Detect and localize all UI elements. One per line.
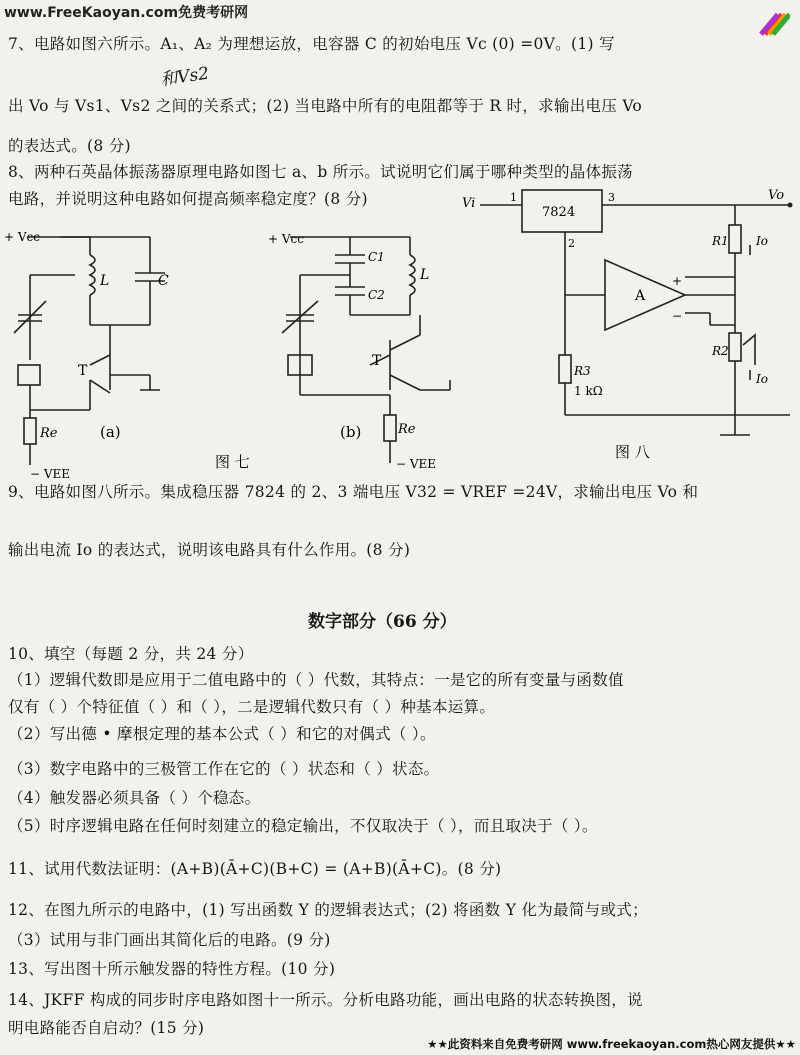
q12-line-1: 12、在图九所示的电路中，(1) 写出函数 Y 的逻辑表达式；(2) 将函数 Y 化为最简与或式；: [8, 901, 648, 919]
q14-line-2: 明电路能否自启动？(15 分): [8, 1019, 205, 1037]
fig8-chip-label: 7824: [542, 205, 576, 220]
q9-line-2: 输出电流 Io 的表达式，说明该电路具有什么作用。(8 分): [8, 541, 411, 559]
q9-line-1: 9、电路如图八所示。集成稳压器 7824 的 2、3 端电压 V32 = VREF =24V，求输出电压 Vo 和: [8, 483, 699, 501]
fig8-io-top: Io: [756, 234, 768, 248]
fig7a-sub-label: (a): [100, 423, 121, 441]
fig8-pin1: 1: [510, 191, 517, 204]
footer-note: ★★此资料来自免费考研网 www.freekaoyan.com热心网友提供★★: [427, 1037, 796, 1051]
q8-line-1: 8、两种石英晶体振荡器原理电路如图七 a、b 所示。试说明它们属于哪种类型的晶体振荡: [8, 163, 633, 181]
fig7a-transistor-label: T: [78, 363, 88, 379]
fig8-plus: +: [672, 274, 683, 288]
fig8-pin3: 3: [608, 191, 615, 204]
q14-line-1: 14、JKFF 构成的同步时序电路如图十一所示。分析电路功能，画出电路的状态转换图，说: [8, 991, 643, 1009]
q10-item-1b: 仅有（ ）个特征值（ ）和（ ），二是逻辑代数只有（ ）种基本运算。: [8, 698, 496, 716]
figure-7-circuit: [0, 215, 470, 485]
fig7b-vee: − VEE: [396, 457, 437, 471]
fig8-io-bottom: Io: [756, 372, 768, 386]
site-header: www.FreeKaoyan.com免费考研网: [4, 5, 249, 21]
fig7b-inductor-label: L: [420, 267, 430, 283]
fig7b-vcc: + Vcc: [268, 232, 304, 246]
q11-line: 11、试用代数法证明：(A+B)(Ā+C)(B+C) = (A+B)(Ā+C)。(8 分): [8, 860, 502, 878]
fig8-pin2: 2: [568, 237, 575, 250]
q8-line-2: 电路，并说明这种电路如何提高频率稳定度？(8 分): [8, 190, 368, 208]
handwritten-note: 和Vs2: [159, 63, 211, 91]
fig8-r1: R1: [712, 234, 729, 248]
q10-item-4: （4）触发器必须具备（ ）个稳态。: [8, 789, 261, 807]
fig7b-sub-label: (b): [340, 423, 362, 441]
q10-item-5: （5）时序逻辑电路在任何时刻建立的稳定输出，不仅取决于（ ），而且取决于（ ）。: [8, 817, 598, 835]
figure-8-circuit: [460, 185, 800, 470]
fig7a-vcc: + Vcc: [4, 230, 40, 244]
fig7b-c2-label: C2: [368, 288, 385, 302]
fig8-r3: R3: [574, 364, 591, 378]
fig8-vi: Vi: [462, 196, 476, 211]
fig8-vo: Vo: [768, 188, 785, 203]
q13-line: 13、写出图十所示触发器的特性方程。(10 分): [8, 960, 336, 978]
q10-item-3: （3）数字电路中的三极管工作在它的（ ）状态和（ ）状态。: [8, 760, 440, 778]
q7-line-3: 的表达式。(8 分): [8, 137, 131, 155]
fig7a-capacitor-label: C: [158, 273, 169, 289]
fig8-caption: 图 八: [615, 443, 650, 461]
fig7-caption: 图 七: [215, 453, 250, 471]
fig8-r3-value: 1 kΩ: [574, 384, 603, 398]
fig7a-inductor-label: L: [100, 273, 110, 289]
section-title: 数字部分（66 分）: [308, 612, 457, 632]
fig8-r2: R2: [712, 344, 729, 358]
fig7b-re-label: Re: [398, 422, 416, 437]
q7-line-1: 7、电路如图六所示。A₁、A₂ 为理想运放，电容器 C 的初始电压 Vc (0) =0V。(1) 写: [8, 35, 615, 53]
q7-line-2: 出 Vo 与 Vs1、Vs2 之间的关系式；(2) 当电路中所有的电阻都等于 R 时，求输出电压 Vo: [8, 97, 643, 115]
fig7a-vee: − VEE: [30, 467, 71, 481]
q10-item-2: （2）写出德 • 摩根定理的基本公式（ ）和它的对偶式（ ）。: [8, 725, 436, 743]
q12-line-2: （3）试用与非门画出其简化后的电路。(9 分): [8, 931, 331, 949]
fig8-amp-label: A: [635, 288, 646, 304]
q10-item-1a: （1）逻辑代数即是应用于二值电路中的（ ）代数，其特点：一是它的所有变量与函数值: [8, 671, 624, 689]
site-logo-icon: [756, 2, 790, 36]
fig7a-re-label: Re: [40, 426, 58, 441]
fig7b-c1-label: C1: [368, 250, 385, 264]
fig8-minus: −: [672, 309, 683, 323]
q10-head: 10、填空（每题 2 分，共 24 分）: [8, 645, 254, 663]
fig7b-transistor-label: T: [372, 353, 382, 369]
